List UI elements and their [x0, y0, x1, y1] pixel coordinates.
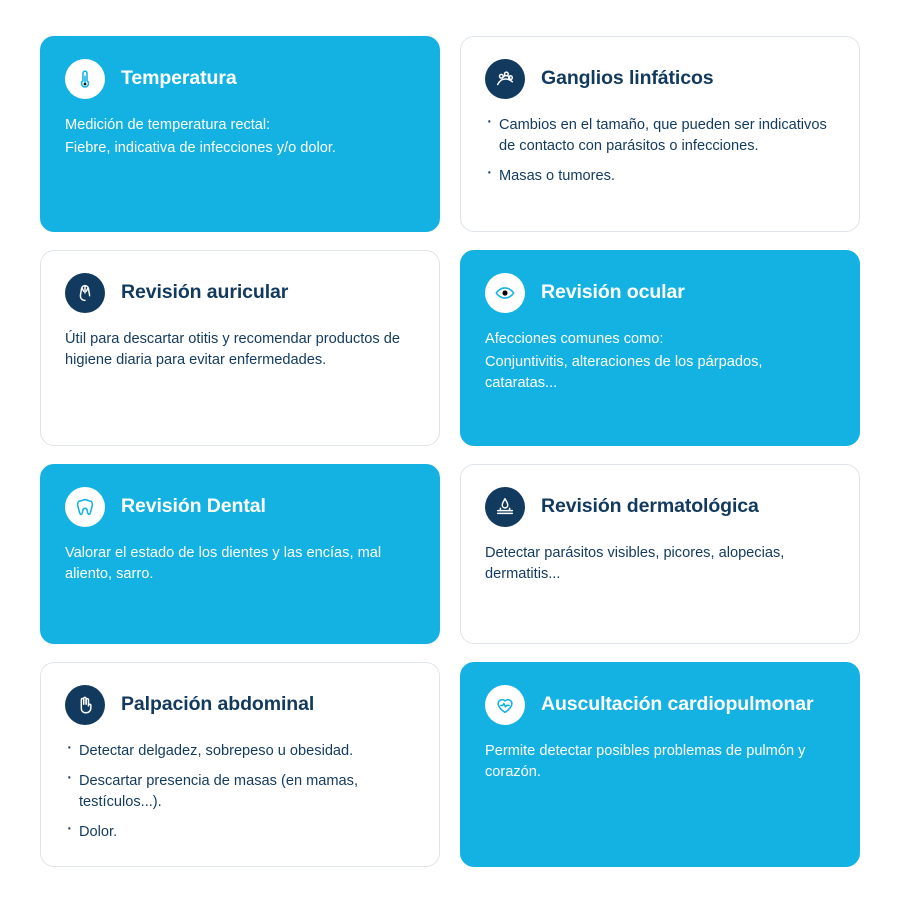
- card-title: Palpación abdominal: [121, 693, 315, 716]
- card-ganglios-linfaticos[interactable]: [460, 36, 860, 232]
- card-title: Revisión ocular: [541, 281, 685, 304]
- list-item: · Detectar delgadez, sobrepeso u obesidad.: [65, 741, 413, 762]
- card-body: [485, 543, 833, 585]
- card-revision-ocular[interactable]: [460, 250, 860, 446]
- list-item: · Dolor.: [65, 822, 413, 843]
- card-line: Útil para descartar otitis y recomendar productos de higiene diaria para evitar enfermedades.: [65, 331, 401, 369]
- card-line: Detectar parásitos visibles, picores, alopecias, dermatitis...: [485, 545, 785, 583]
- card-body: [485, 741, 833, 783]
- card-revision-auricular[interactable]: [40, 250, 440, 446]
- card-line: Valorar el estado de los dientes y las encías, mal aliento, sarro.: [65, 545, 382, 583]
- card-header: [485, 59, 833, 99]
- card-title: Ganglios linfáticos: [541, 67, 714, 90]
- card-title: Revisión dermatológica: [541, 495, 759, 518]
- lymph-nodes-icon: [485, 59, 525, 99]
- ear-icon: [65, 273, 105, 313]
- thermometer-icon: [65, 59, 105, 99]
- card-line: Medición de temperatura rectal:: [65, 117, 271, 133]
- card-body: [485, 329, 833, 394]
- card-body: [485, 115, 833, 187]
- list-item: · Descartar presencia de masas (en mamas, testículos...).: [65, 771, 413, 813]
- card-revision-dental[interactable]: [40, 464, 440, 644]
- card-body: [65, 329, 413, 371]
- card-revision-dermatologica[interactable]: [460, 464, 860, 644]
- card-body: [65, 115, 413, 159]
- card-header: [65, 273, 413, 313]
- card-line: Afecciones comunes como:: [485, 331, 664, 347]
- card-header: [485, 487, 833, 527]
- card-title: Temperatura: [121, 67, 237, 90]
- card-grid: [40, 36, 860, 867]
- card-header: [485, 273, 833, 313]
- skin-hair-follicle-icon: [485, 487, 525, 527]
- card-header: [65, 59, 413, 99]
- card-palpacion-abdominal[interactable]: [40, 662, 440, 867]
- eye-icon: [485, 273, 525, 313]
- card-header: [65, 487, 413, 527]
- card-temperatura[interactable]: [40, 36, 440, 232]
- bullet-list: [485, 115, 833, 187]
- card-line: Conjuntivitis, alteraciones de los párpados, cataratas...: [485, 354, 763, 392]
- card-body: [65, 543, 413, 585]
- card-body: [65, 741, 413, 844]
- card-title: Auscultación cardiopulmonar: [541, 693, 814, 716]
- card-line: Fiebre, indicativa de infecciones y/o dolor.: [65, 140, 336, 157]
- card-auscultacion-cardiopulmonar[interactable]: [460, 662, 860, 867]
- hand-palpation-icon: [65, 685, 105, 725]
- tooth-icon: [65, 487, 105, 527]
- list-item: · Masas o tumores.: [485, 166, 833, 187]
- heart-pulse-icon: [485, 685, 525, 725]
- card-header: [65, 685, 413, 725]
- card-title: Revisión auricular: [121, 281, 289, 304]
- card-line: Permite detectar posibles problemas de pulmón y corazón.: [485, 743, 806, 781]
- card-header: [485, 685, 833, 725]
- bullet-list: [65, 741, 413, 844]
- card-title: Revisión Dental: [121, 495, 266, 518]
- list-item: · Cambios en el tamaño, que pueden ser indicativos de contacto con parásitos o infecciones.: [485, 115, 833, 157]
